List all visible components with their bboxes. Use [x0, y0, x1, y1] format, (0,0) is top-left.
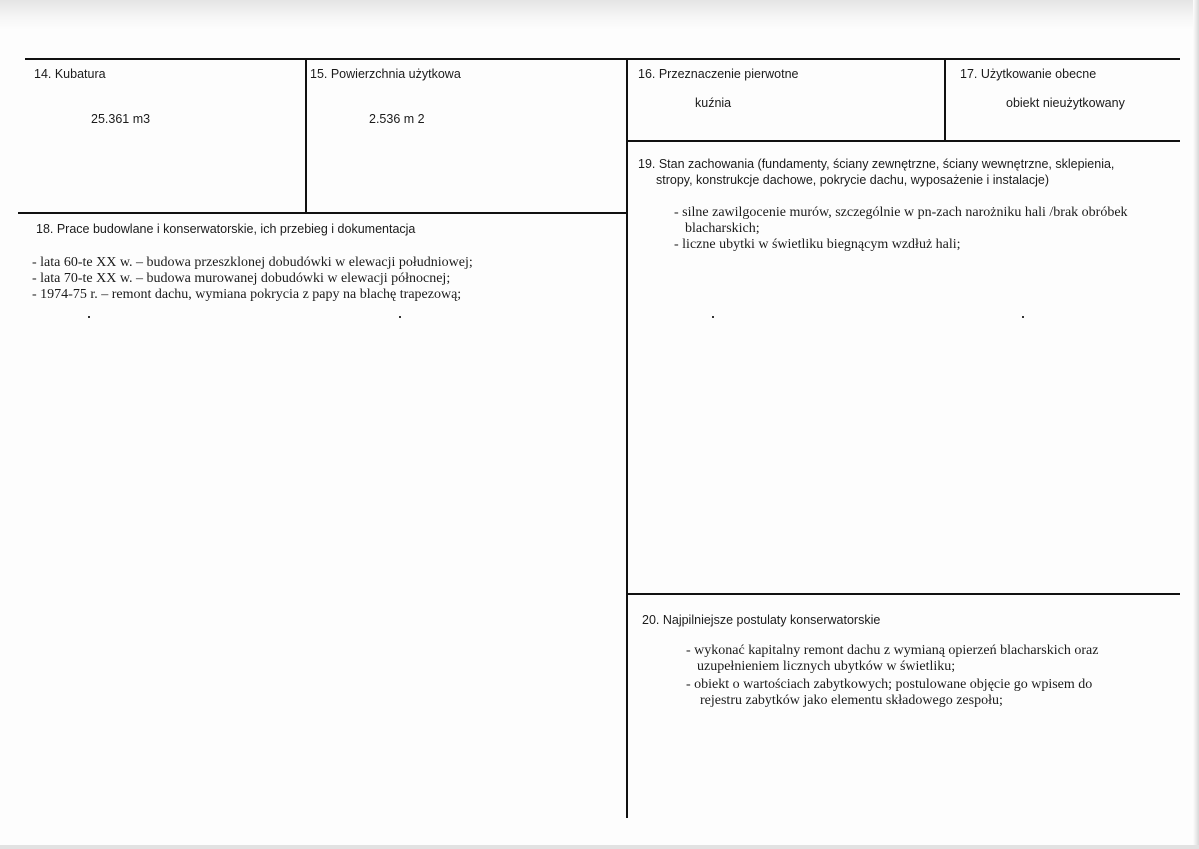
scan-speck [1022, 316, 1024, 318]
field-17-label: 17. Użytkowanie obecne [960, 67, 1097, 81]
field-20-item-continued: rejestru zabytków jako elementu składowego zespołu; [700, 693, 1003, 708]
field-16-value: kuźnia [695, 96, 732, 110]
field-19-item-continued: blacharskich; [685, 221, 760, 236]
field-19-label-line2: stropy, konstrukcje dachowe, pokrycie dachu, wyposażenie i instalacje) [656, 173, 1050, 187]
field-14-label: 14. Kubatura [34, 67, 106, 81]
field-20-item: - wykonać kapitalny remont dachu z wymianą opierzeń blacharskich oraz [686, 643, 1099, 658]
field-15-label: 15. Powierzchnia użytkowa [310, 67, 461, 81]
field-16-label: 16. Przeznaczenie pierwotne [638, 67, 799, 81]
divider-19-20 [626, 593, 1180, 595]
scan-speck [88, 316, 90, 318]
field-18-item: - 1974-75 r. – remont dachu, wymiana pokrycia z papy na blachę trapezową; [32, 287, 462, 302]
scan-bottom-edge [0, 845, 1199, 849]
field-19-item: - silne zawilgocenie murów, szczególnie w pn-zach narożniku hali /brak obróbek [674, 205, 1128, 220]
scan-speck [712, 316, 714, 318]
divider-16-17 [944, 58, 946, 142]
field-20-item: - obiekt o wartościach zabytkowych; postulowane objęcie go wpisem do [686, 677, 1093, 692]
center-divider [626, 58, 628, 818]
field-20-label: 20. Najpilniejsze postulaty konserwatorskie [642, 613, 881, 627]
field-15-value: 2.536 m 2 [369, 112, 425, 126]
field-17-value: obiekt nieużytkowany [1006, 96, 1125, 110]
field-18-item: - lata 60-te XX w. – budowa przeszklonej dobudówki w elewacji południowej; [32, 255, 473, 270]
field-18-label: 18. Prace budowlane i konserwatorskie, ich przebieg i dokumentacja [36, 222, 416, 236]
field-19-label-line1: 19. Stan zachowania (fundamenty, ściany zewnętrzne, ściany wewnętrzne, sklepienia, [638, 157, 1115, 171]
scan-top-edge [0, 0, 1199, 30]
field-18-item: - lata 70-te XX w. – budowa murowanej dobudówki w elewacji północnej; [32, 271, 451, 286]
divider-16-19 [626, 140, 1180, 142]
field-19-item: - liczne ubytki w świetliku biegnącym wzdłuż hali; [674, 237, 961, 252]
scan-speck [399, 316, 401, 318]
divider-14-15 [305, 58, 307, 214]
top-border-line [25, 58, 1180, 60]
scan-right-edge [1193, 0, 1199, 849]
divider-14-18 [18, 212, 628, 214]
field-20-item-continued: uzupełnieniem licznych ubytków w świetliku; [697, 659, 956, 674]
field-14-value: 25.361 m3 [91, 112, 151, 126]
